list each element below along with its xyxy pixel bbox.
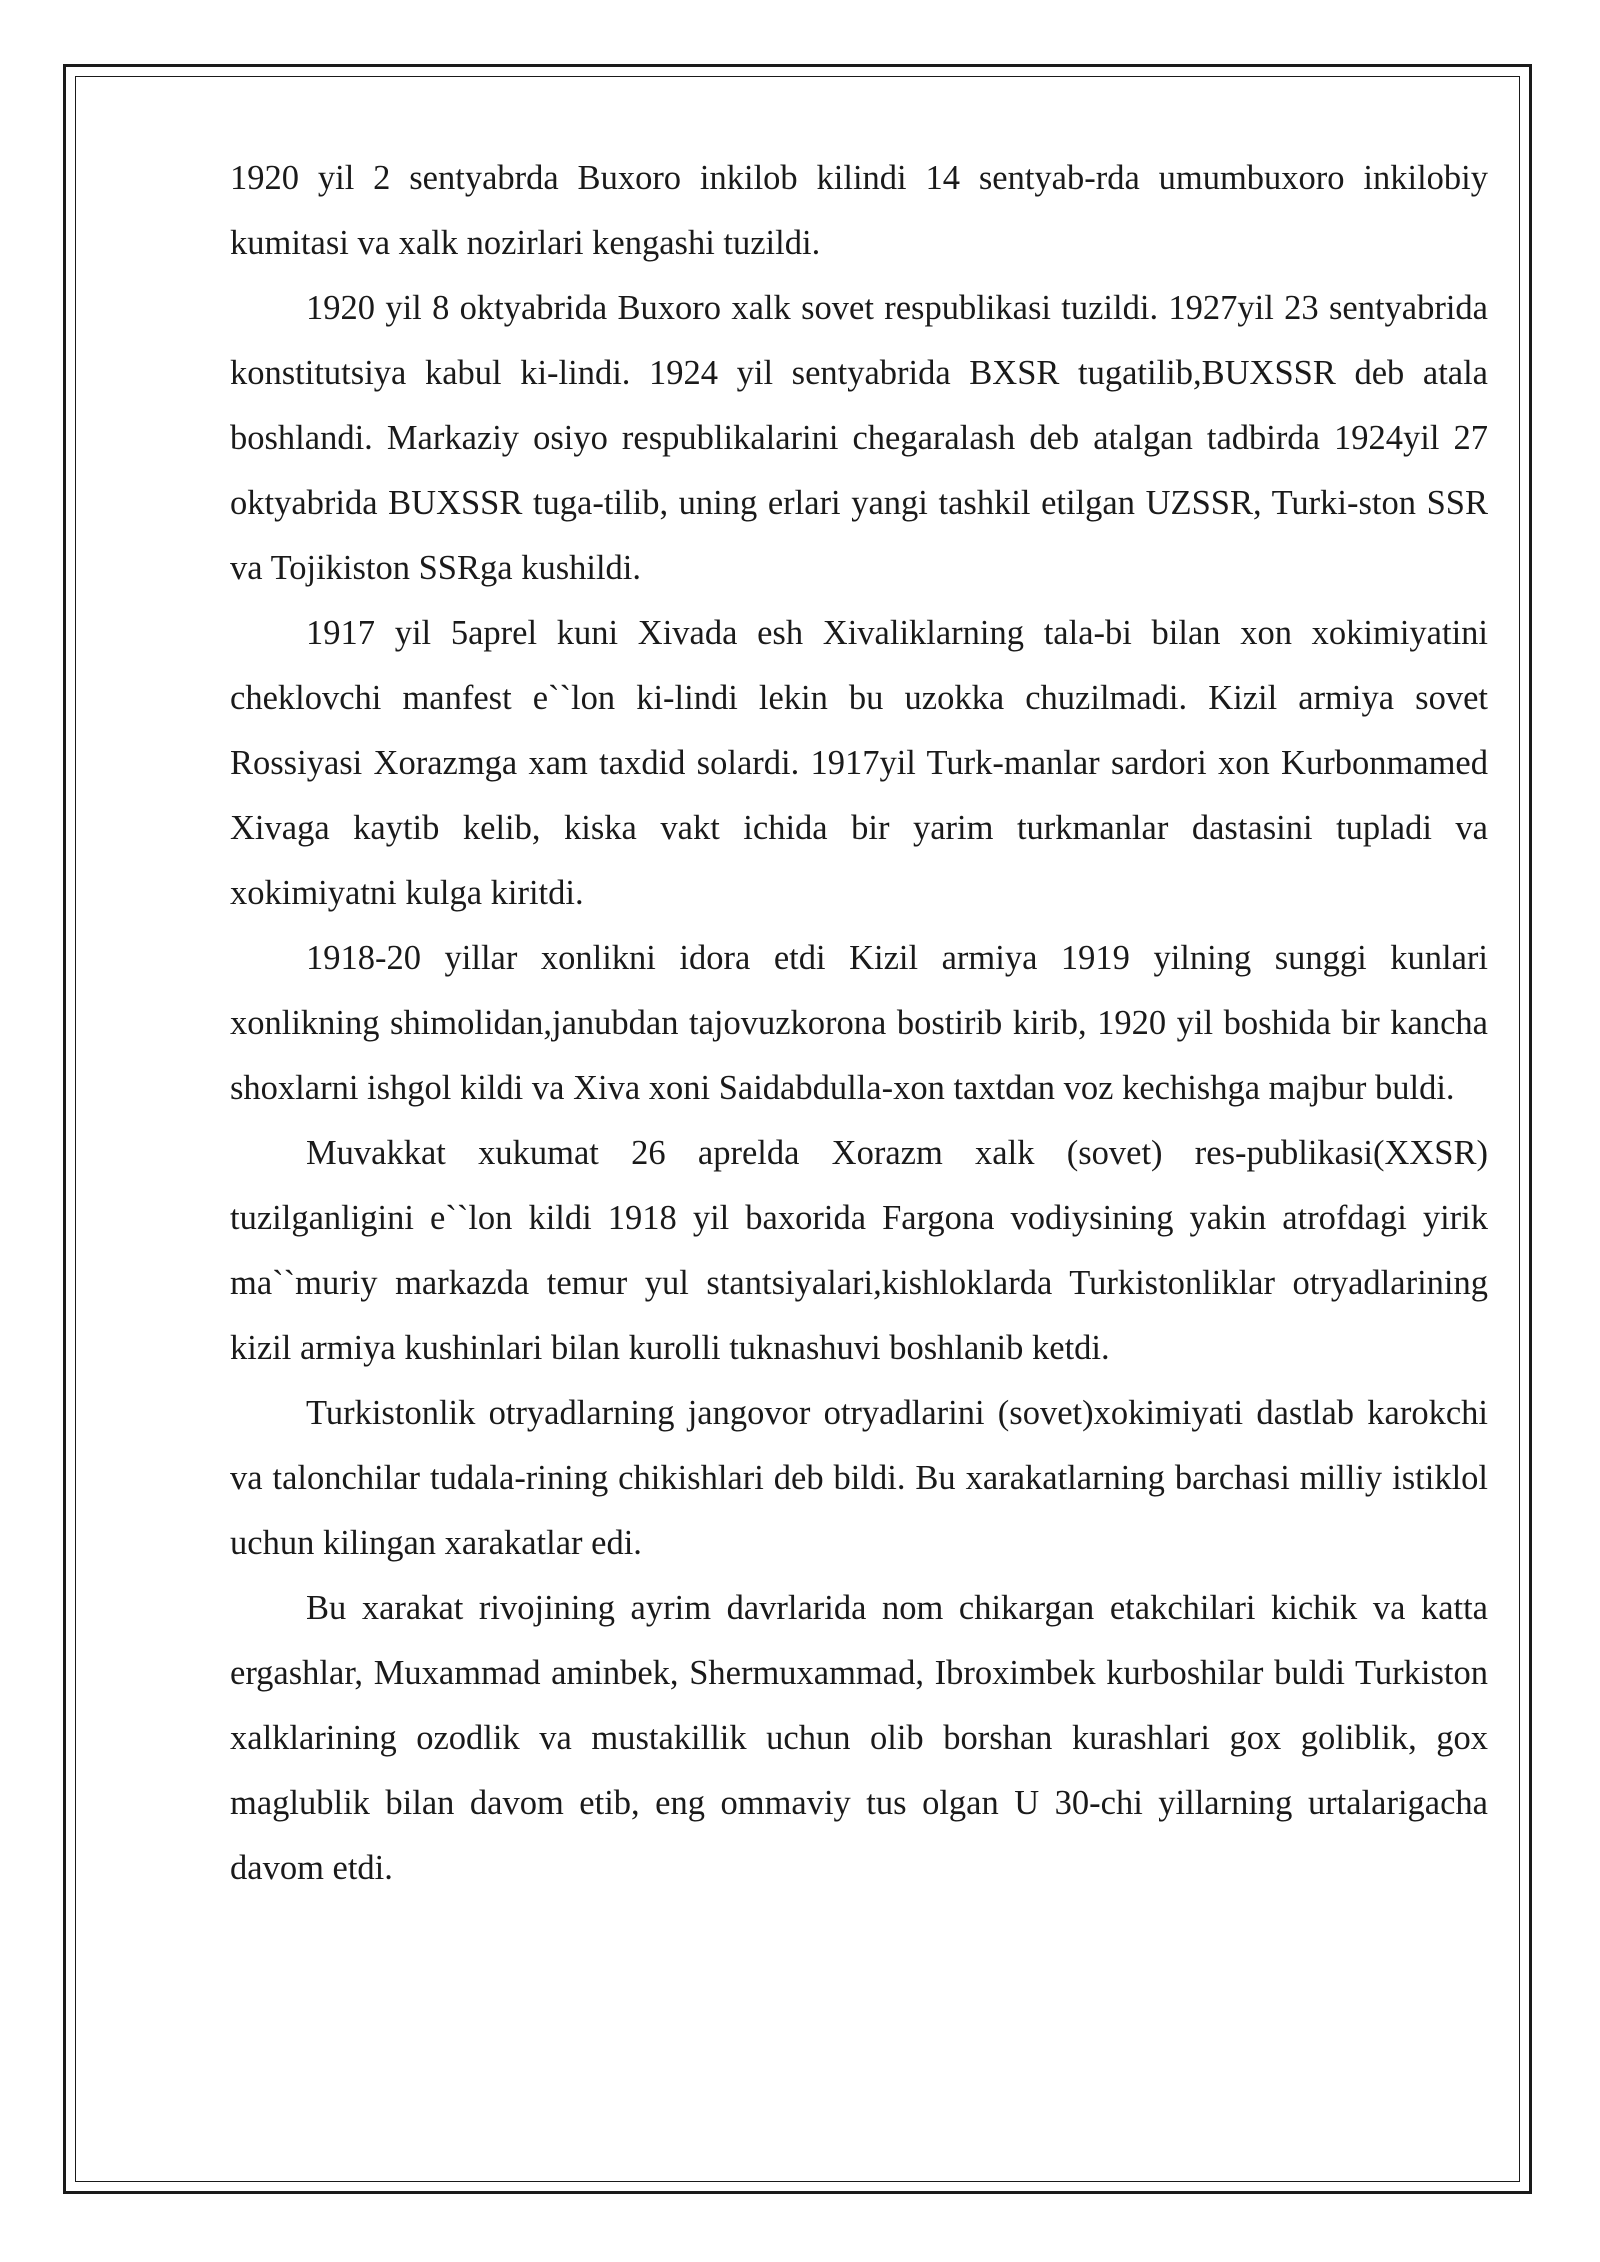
paragraph-movement-leaders: Bu xarakat rivojining ayrim davrlarida nom chikargan etakchilari kichik va katta ergashlar, Muxammad aminbek, Shermuxammad, Ibroximbek kurboshilar buldi Turkiston xalklarining ozodlik va mustakillik uchun olib borshan kurashlari gox goliblik, gox maglublik bilan davom etib, eng ommaviy tus olgan U 30-chi yillarning urtalarigacha davom etdi. — [230, 1589, 1488, 1887]
paragraph-red-army-xiva: 1918-20 yillar xonlikni idora etdi Kizil armiya 1919 yilning sunggi kunlari xonlikning shimolidan,janubdan tajovuzkorona bostirib kirib, 1920 yil boshida bir kancha shoxlarni ishgol kildi va Xiva xoni Saidabdulla-xon taxtdan voz kechishga majbur buldi. — [230, 939, 1488, 1107]
paragraph-buxoro-revolution: 1920 yil 2 sentyabrda Buxoro inkilob kilindi 14 sentyab-rda umumbuxoro inkilobiy kumitasi va xalk nozirlari kengashi tuzildi. — [230, 159, 1488, 262]
paragraph-xiva-manifest: 1917 yil 5aprel kuni Xivada esh Xivaliklarning tala-bi bilan xon xokimiyatini cheklovchi manfest e``lon ki-lindi lekin bu uzokka chuzilmadi. Kizil armiya sovet Rossiyasi Xorazmga xam taxdid solardi. 1917yil Turk-manlar sardori xon Kurbonmamed Xivaga kaytib kelib, kiska vakt ichida bir yarim turkmanlar dastasini tupladi va xokimiyatni kulga kiritdi. — [230, 614, 1488, 912]
document-body — [230, 146, 1488, 1901]
paragraph-buxoro-republic: 1920 yil 8 oktyabrida Buxoro xalk sovet respublikasi tuzildi. 1927yil 23 sentyabrida konstitutsiya kabul ki-lindi. 1924 yil sentyabrida BXSR tugatilib,BUXSSR deb atala boshlandi. Markaziy osiyo respublikalarini chegaralash deb atalgan tadbirda 1924yil 27 oktyabrida BUXSSR tuga-tilib, uning erlari yangi tashkil etilgan UZSSR, Turki-ston SSR va Tojikiston SSRga kushildi. — [230, 289, 1488, 587]
paragraph-turkistan-detachments: Turkistonlik otryadlarning jangovor otryadlarini (sovet)xokimiyati dastlab karokchi va talonchilar tudala-rining chikishlari deb bildi. Bu xarakatlarning barchasi milliy istiklol uchun kilingan xarakatlar edi. — [230, 1394, 1488, 1562]
paragraph-xxsr-government: Muvakkat xukumat 26 aprelda Xorazm xalk (sovet) res-publikasi(XXSR) tuzilganligini e``lon kildi 1918 yil baxorida Fargona vodiysining yakin atrofdagi yirik ma``muriy markazda temur yul stantsiyalari,kishloklarda Turkistonliklar otryadlarining kizil armiya kushinlari bilan kurolli tuknashuvi boshlanib ketdi. — [230, 1134, 1488, 1367]
